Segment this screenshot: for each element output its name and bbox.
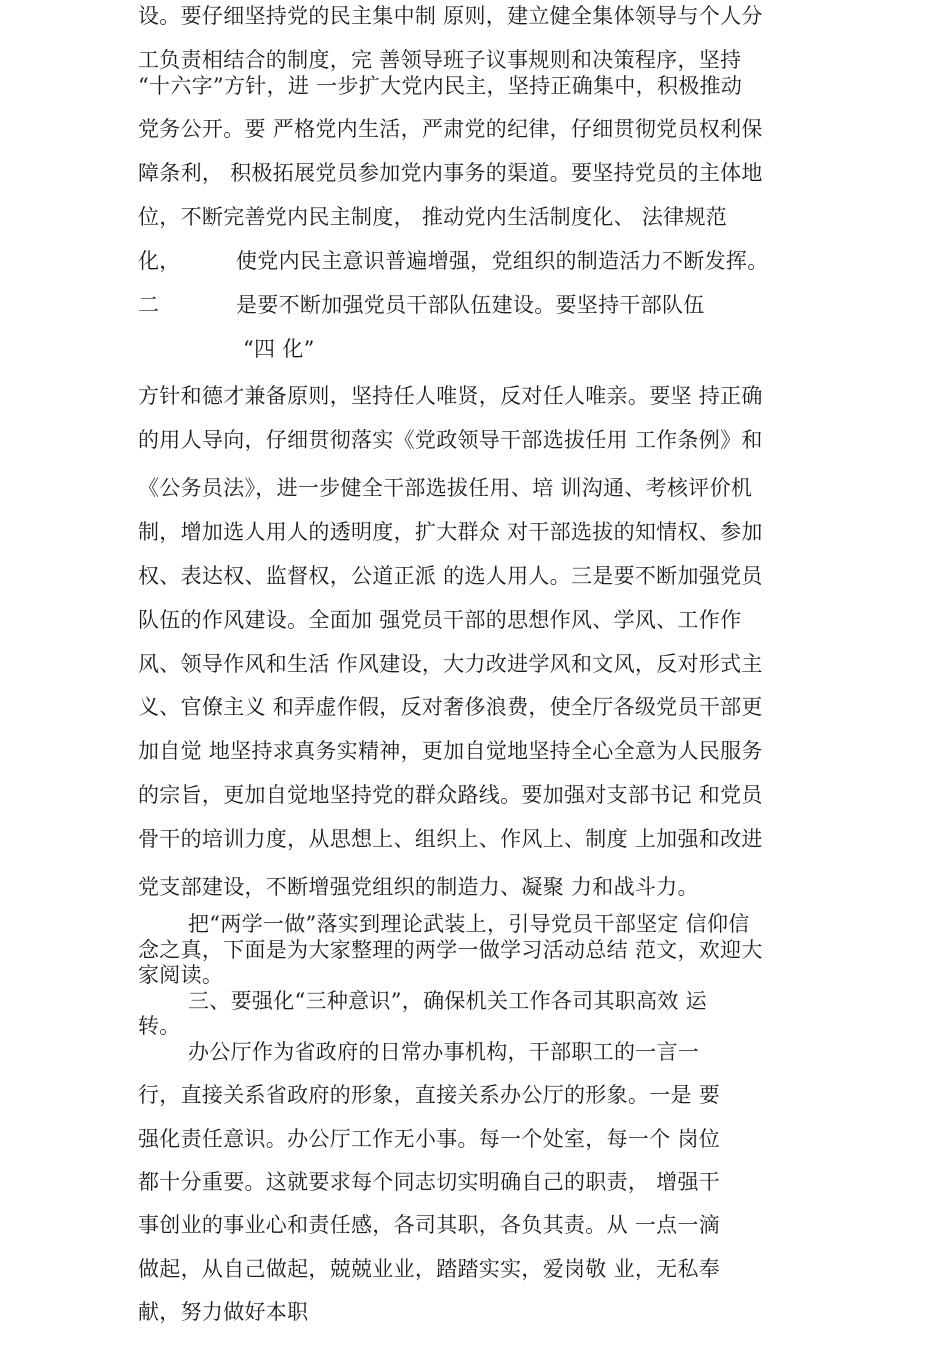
text-line: 二 [138,293,160,317]
text-line: 权、表达权、监督权，公道正派 的选人用人。三是要不断加强党员 [138,564,763,588]
text-line: 化， [138,249,181,273]
text-line: 的宗旨，更加自觉地坚持党的群众路线。要加强对支部书记 和党员 [138,783,763,807]
text-line: 把“两学一做”落实到理论武装上，引导党员干部坚定 信仰信 [188,912,750,936]
text-line: 设。要仔细坚持党的民主集中制 原则，建立健全集体领导与个人分 [138,4,763,28]
text-line: 加自觉 地坚持求真务实精神，更加自觉地坚持全心全意为人民服务 [138,739,763,763]
text-line: 制，增加选人用人的透明度，扩大群众 对干部选拔的知情权、参加 [138,520,763,544]
text-line: 《公务员法》，进一步健全干部选拔任用、培 训沟通、考核评价机 [138,476,753,500]
text-line: 队伍的作风建设。全面加 强党员干部的思想作风、学风、工作作 [138,608,742,632]
text-line: 风、领导作风和生活 作风建设，大力改进学风和文风，反对形式主 [138,652,763,676]
text-line: 义、官僚主义 和弄虚作假，反对奢侈浪费，使全厅各级党员干部更 [138,695,763,719]
text-line: 都十分重要。这就要求每个同志切实明确自己的职责， 增强干 [138,1170,721,1194]
text-line: 行，直接关系省政府的形象，直接关系办公厅的形象。一是 要 [138,1083,721,1107]
text-line: 强化责任意识。办公厅工作无小事。每一个处室，每一个 岗位 [138,1127,721,1151]
text-line: 三、要强化“三种意识”，确保机关工作各司其职高效 运 [188,989,707,1013]
text-line: 转。 [138,1014,181,1038]
text-line: 位，不断完善党内民主制度， 推动党内生活制度化、 法律规范 [138,205,728,229]
text-line: 做起，从自己做起，兢兢业业，踏踏实实，爱岗敬 业，无私奉 [138,1257,721,1281]
text-line: 党务公开。要 严格党内生活，严肃党的纪律，仔细贯彻党员权利保 [138,117,763,141]
text-line: 障条利， 积极拓展党员参加党内事务的渠道。要坚持党员的主体地 [138,161,763,185]
text-line: 党支部建设，不断增强党组织的制造力、凝聚 力和战斗力。 [138,875,699,899]
text-line: 的用人导向，仔细贯彻落实《党政领导干部选拔任用 工作条例》和 [138,428,763,452]
text-line: 念之真，下面是为大家整理的两学一做学习活动总结 范文，欢迎大 [138,938,763,962]
text-line: 办公厅作为省政府的日常办事机构，干部职工的一言一 [188,1040,700,1064]
text-line: “十六字”方针，进 一步扩大党内民主，坚持正确集中，积极推动 [138,74,743,98]
text-line: 工负责相结合的制度，完 善领导班子议事规则和决策程序，坚持 [138,48,742,72]
text-line: 骨干的培训力度，从思想上、组织上、作风上、制度 上加强和改进 [138,827,763,851]
text-line: 家阅读。 [138,963,224,987]
text-line: 使党内民主意识普遍增强，党组织的制造活力不断发挥。 [236,249,769,273]
text-line: “四 化” [243,337,315,361]
text-line: 方针和德才兼备原则，坚持任人唯贤，反对任人唯亲。要坚 持正确 [138,384,763,408]
text-line: 事创业的事业心和责任感，各司其职，各负其责。从 一点一滴 [138,1213,721,1237]
text-line: 献，努力做好本职 [138,1300,309,1324]
text-line: 是要不断加强党员干部队伍建设。要坚持干部队伍 [236,293,705,317]
